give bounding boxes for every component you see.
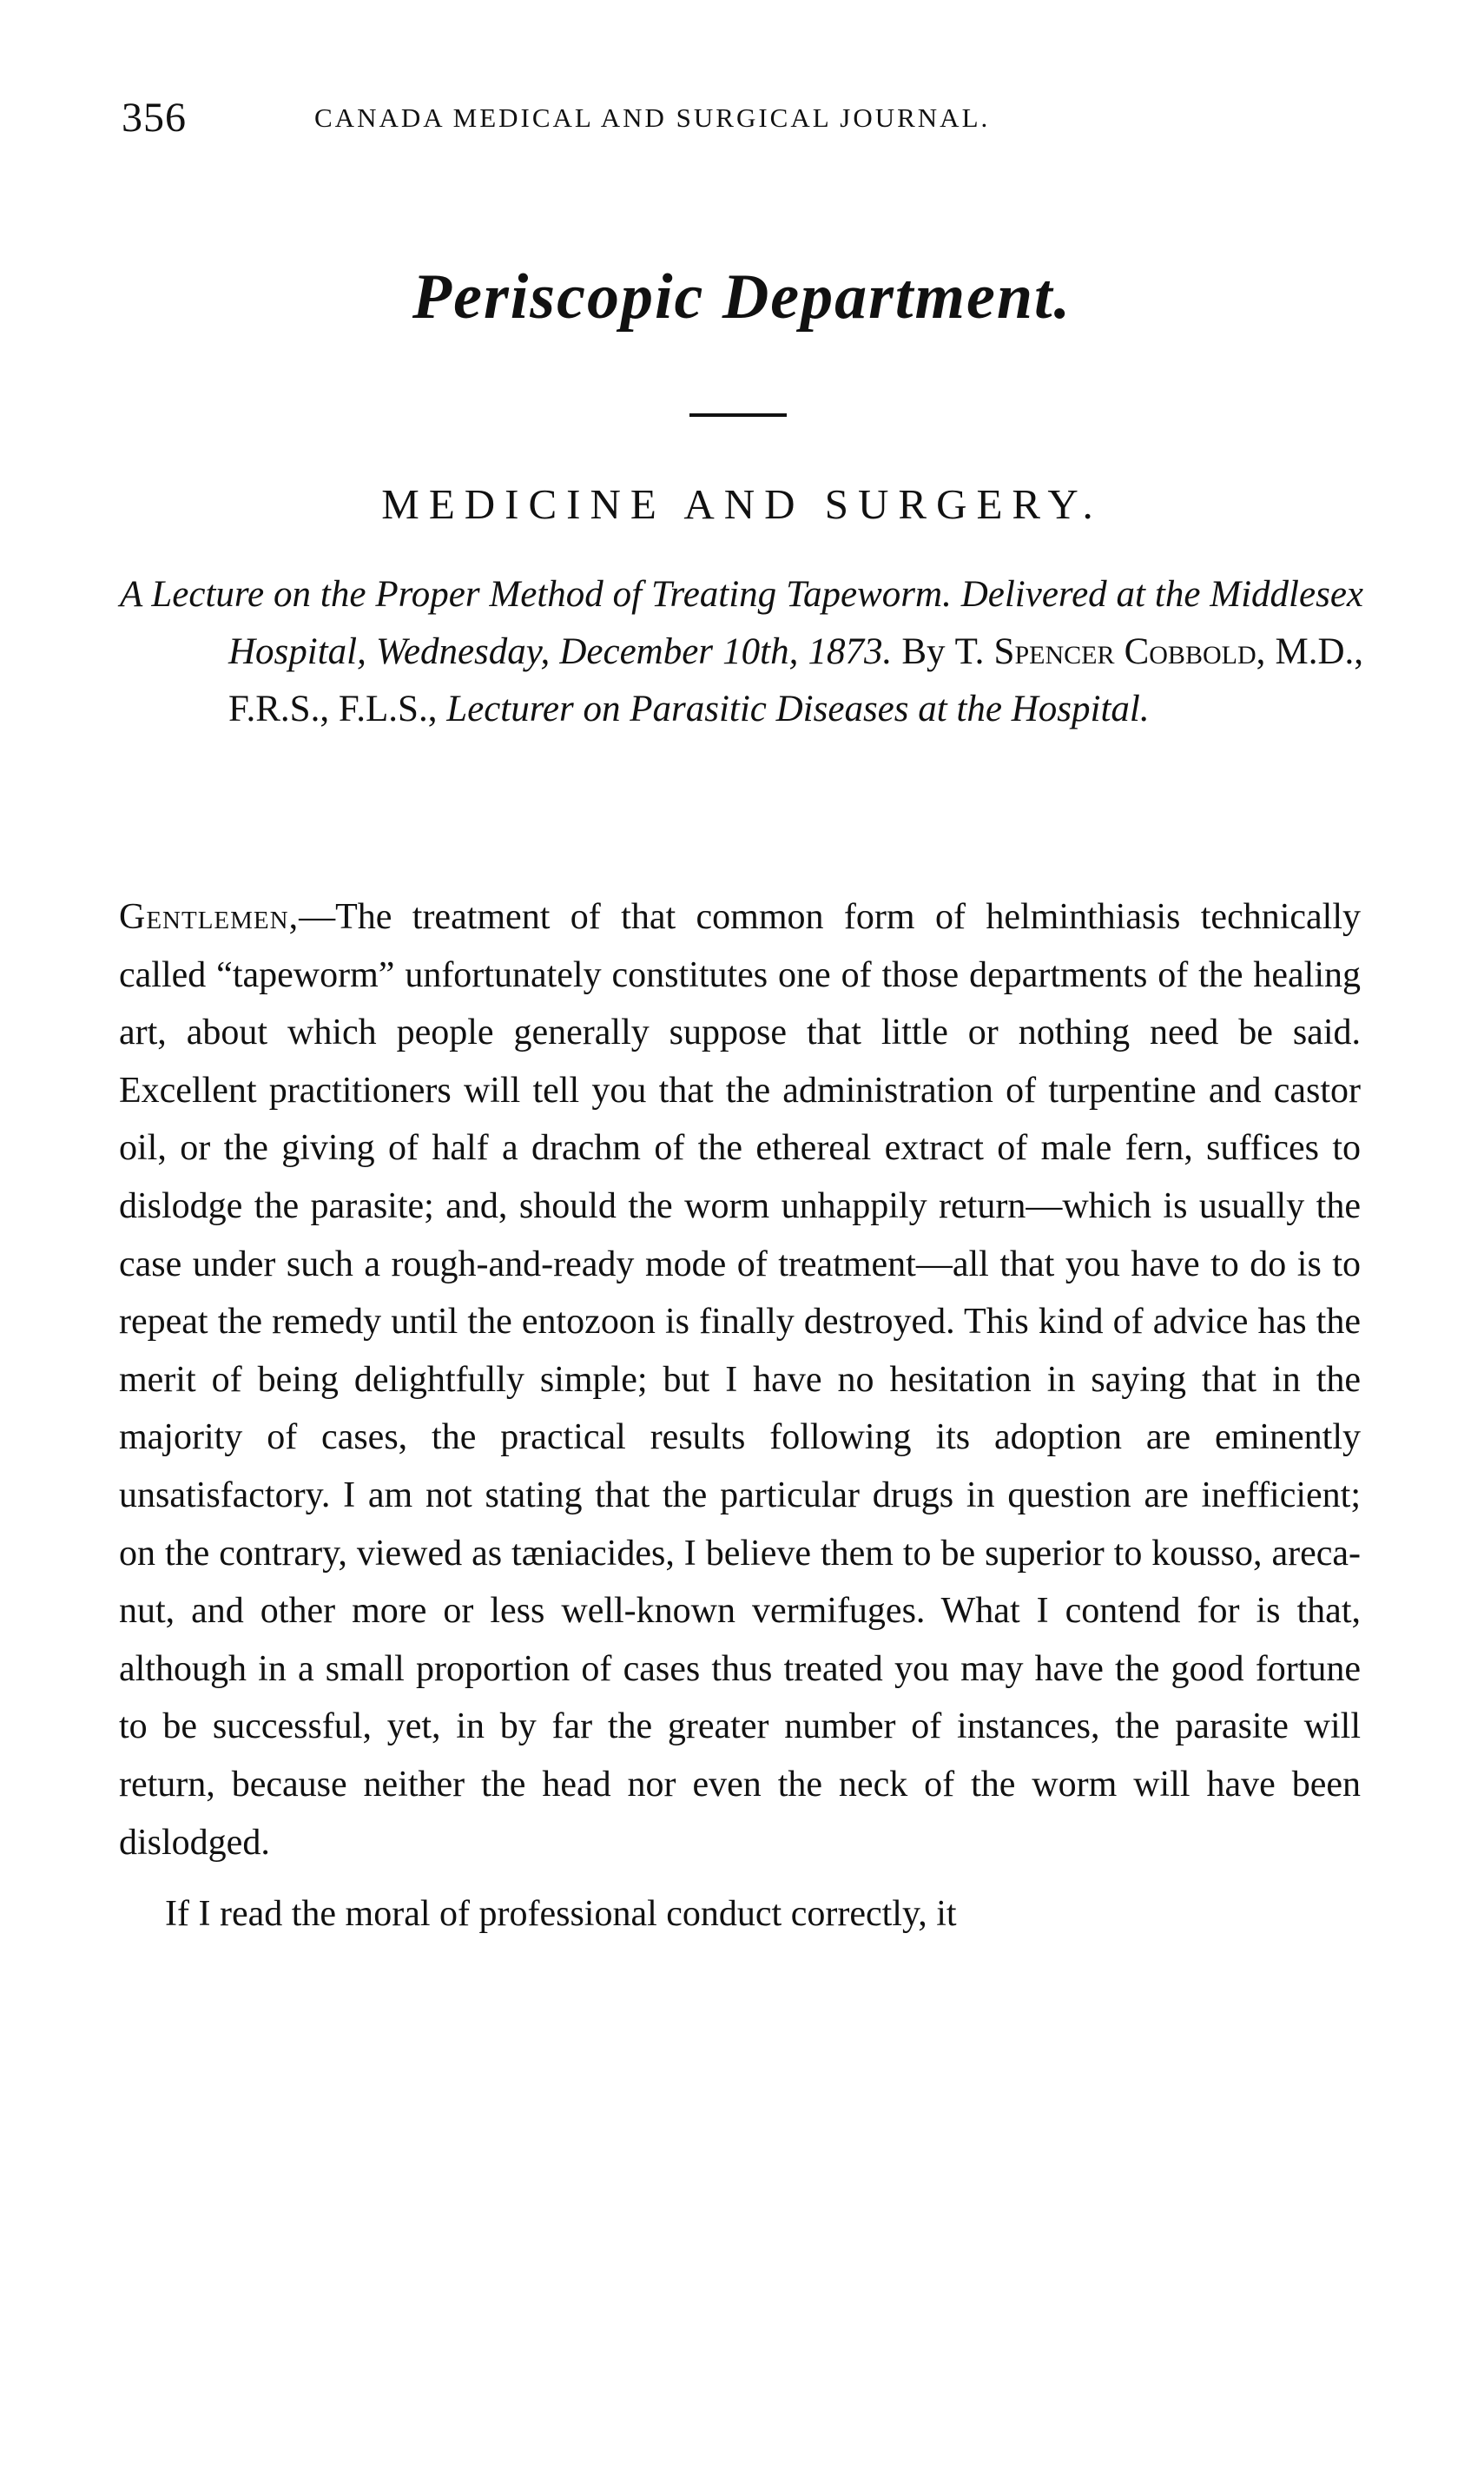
running-head	[122, 94, 1355, 146]
lecture-by: By	[901, 631, 946, 672]
salutation: Gentlemen,	[119, 897, 300, 937]
lecture-role: Lecturer on Parasitic Diseases at the Hospital.	[446, 689, 1150, 729]
lecture-title: A Lecture on the Proper Method of Treating Tapeworm. Delivered at the Middlesex Hospital, Wednesday,	[120, 574, 1363, 672]
paragraph-1-text: —The treatment of that common form of helminthiasis technically called “tapeworm” unfortunately constitutes one of those departments of the healing art, about which people generally suppose that little or nothing need be said. Excellent practitioners will tell you that the administration of turpentine and castor oil, or the giving of half a drachm of the ethereal extract of male fern, suffices to dislodge the parasite; and, should the worm unhappily return—which is usually the case under such a rough-and-ready mode of treatment—all that you have to do is to repeat the remedy until the entozoon is finally destroyed. This kind of advice has the merit of being delightfully simple; but I have no hesitation in saying that in the majority of cases, the practical results following its adoption are eminently unsatisfactory. I am not stating that the particular drugs in question are inefficient; on the contrary, viewed as tæniacides, I believe them to be superior to kousso, areca-nut, and other more or less well-known vermifuges. What I contend for is that, although in a small proportion of cases thus treated you may have the good fortune to be successful, yet, in by far the greater number of instances, the parasite will return, because neither the head nor even the neck of the worm will have been dislodged.	[119, 897, 1361, 1863]
title-divider	[689, 413, 787, 417]
section-heading: MEDICINE AND SURGERY.	[381, 480, 1103, 528]
department-title: Periscopic Department.	[412, 261, 1072, 333]
journal-title: CANADA MEDICAL AND SURGICAL JOURNAL.	[314, 102, 991, 133]
paragraph-2: If I read the moral of professional conduct correctly, it	[165, 1894, 957, 1935]
article-body	[119, 888, 1361, 1943]
lecture-author: T. Spencer Cobbold, M.D.,	[954, 631, 1363, 672]
paragraph-1	[119, 888, 1361, 1871]
lecture-citation	[120, 566, 1363, 738]
lecture-date: December 10th, 1873.	[559, 631, 893, 672]
lecture-credentials: F.R.S., F.L.S.,	[228, 689, 438, 729]
page-number: 356	[122, 95, 187, 141]
